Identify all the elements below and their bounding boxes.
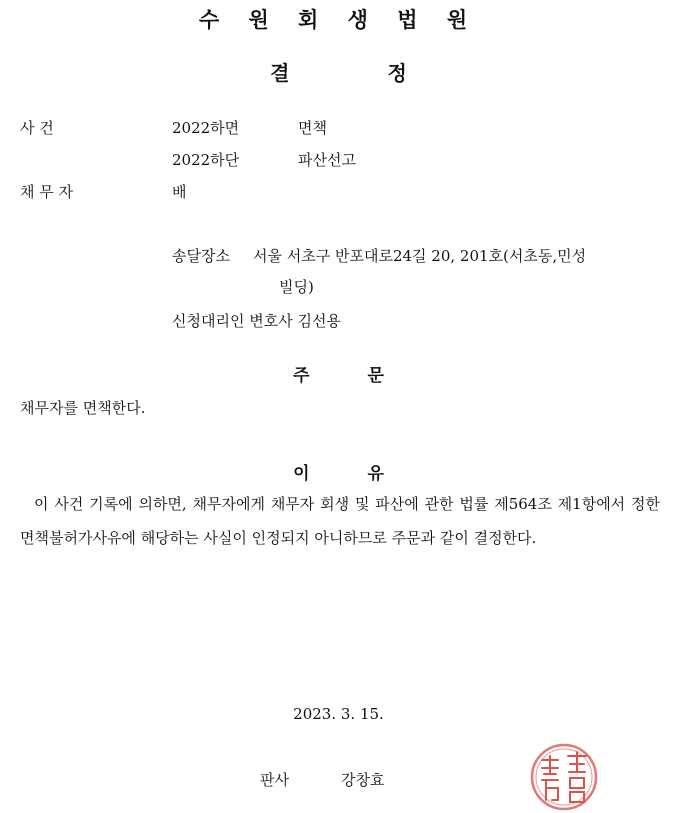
reason-heading-left: 이	[293, 464, 310, 484]
judge-seal-icon	[528, 742, 600, 812]
case-number-2: 2022하단	[172, 151, 240, 169]
reason-text: 이 사건 기록에 의하면, 채무자에게 채무자 회생 및 파산에 관한 법률 제564조 제1항에서 정한 면책불허가사유에 해당하는 사실이 인정되지 아니하므로 주문과 같이 결정한다.	[20, 495, 660, 547]
reason-heading	[0, 459, 677, 484]
ruling-heading-right: 문	[367, 366, 384, 386]
judge-title: 판사	[260, 771, 289, 789]
document-title-right: 정	[387, 61, 407, 85]
debtor-label: 채 무 자	[20, 183, 74, 201]
service-address-line2: 빌딩)	[279, 278, 314, 296]
agent: 신청대리인 변호사 김선용	[172, 312, 341, 330]
ruling-text: 채무자를 면책한다.	[20, 399, 146, 417]
reason-heading-right: 유	[367, 464, 384, 484]
ruling-heading	[0, 361, 677, 386]
judge-name: 강창효	[341, 771, 385, 789]
service-address-line1: 서울 서초구 반포대로24길 20, 201호(서초동,민성	[253, 247, 587, 265]
case-number-1: 2022하면	[172, 119, 240, 137]
case-name-2: 파산선고	[298, 151, 356, 169]
document-title-left: 결	[270, 61, 290, 85]
decision-date: 2023. 3. 15.	[293, 705, 384, 723]
document-title	[0, 57, 677, 86]
case-name-1: 면책	[298, 119, 327, 137]
ruling-heading-left: 주	[293, 366, 310, 386]
case-label: 사 건	[20, 119, 54, 137]
court-name: 수 원 회 생 법 원	[198, 8, 479, 32]
service-address-label: 송달장소	[172, 247, 230, 265]
debtor-name: 배	[172, 183, 187, 201]
